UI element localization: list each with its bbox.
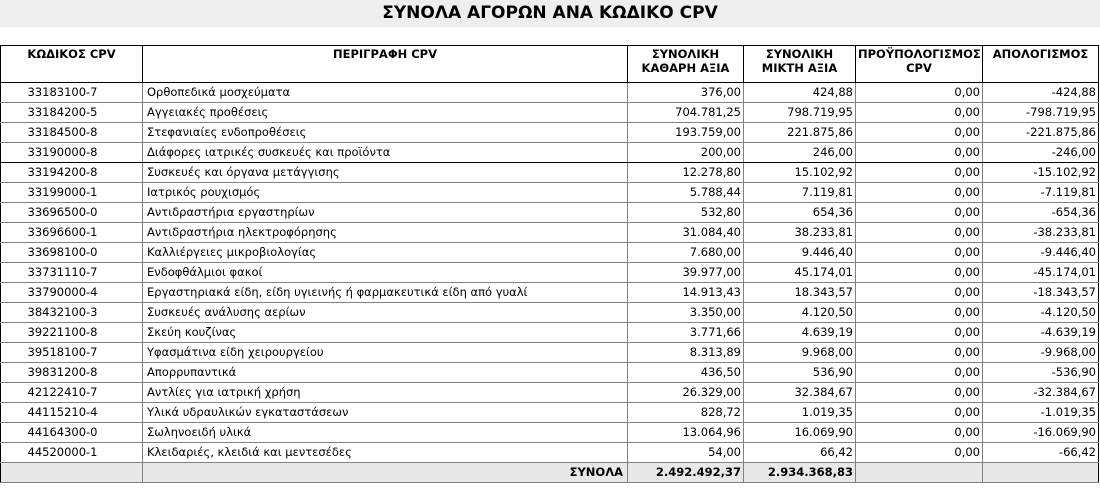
cpv-description-cell: Συσκευές ανάλυσης αερίων [143, 303, 628, 323]
gross-value-cell: 7.119,81 [744, 183, 856, 203]
budget-cell: 0,00 [856, 223, 983, 243]
budget-cell: 0,00 [856, 83, 983, 103]
header-cpv-code: ΚΩΔΙΚΟΣ CPV [1, 46, 143, 83]
gross-value-cell: 32.384,67 [744, 383, 856, 403]
net-value-cell: 5.788,44 [628, 183, 744, 203]
cpv-description-cell: Στεφανιαίες ενδοπροθέσεις [143, 123, 628, 143]
actual-cell: -9.968,00 [983, 343, 1099, 363]
header-actual-spend: ΑΠΟΛΟΓΙΣΜΟΣ [983, 46, 1099, 83]
net-value-cell: 13.064,96 [628, 423, 744, 443]
cpv-code-cell: 33731110-7 [1, 263, 143, 283]
cpv-description-cell: Αντιδραστήρια ηλεκτροφόρησης [143, 223, 628, 243]
totals-budget-cell [856, 463, 983, 483]
totals-net-value: 2.492.492,37 [628, 463, 744, 483]
gross-value-cell: 654,36 [744, 203, 856, 223]
table-row [1, 143, 1099, 163]
budget-cell: 0,00 [856, 123, 983, 143]
gross-value-cell: 4.120,50 [744, 303, 856, 323]
cpv-code-cell: 39221100-8 [1, 323, 143, 343]
cpv-code-cell: 33790000-4 [1, 283, 143, 303]
cpv-totals-table [0, 45, 1099, 483]
table-row [1, 323, 1099, 343]
table-row [1, 243, 1099, 263]
gross-value-cell: 1.019,35 [744, 403, 856, 423]
net-value-cell: 8.313,89 [628, 343, 744, 363]
actual-cell: -654,36 [983, 203, 1099, 223]
net-value-cell: 26.329,00 [628, 383, 744, 403]
cpv-code-cell: 44115210-4 [1, 403, 143, 423]
net-value-cell: 3.350,00 [628, 303, 744, 323]
cpv-code-cell: 33183100-7 [1, 83, 143, 103]
cpv-code-cell: 44164300-0 [1, 423, 143, 443]
actual-cell: -798.719,95 [983, 103, 1099, 123]
table-row [1, 303, 1099, 323]
net-value-cell: 200,00 [628, 143, 744, 163]
actual-cell: -15.102,92 [983, 163, 1099, 183]
gross-value-cell: 246,00 [744, 143, 856, 163]
gross-value-cell: 9.446,40 [744, 243, 856, 263]
cpv-description-cell: Σκεύη κουζίνας [143, 323, 628, 343]
actual-cell: -32.384,67 [983, 383, 1099, 403]
gross-value-cell: 45.174,01 [744, 263, 856, 283]
table-row [1, 383, 1099, 403]
actual-cell: -16.069,90 [983, 423, 1099, 443]
cpv-description-cell: Ορθοπεδικά μοσχεύματα [143, 83, 628, 103]
totals-actual-cell [983, 463, 1099, 483]
table-row [1, 183, 1099, 203]
gross-value-cell: 15.102,92 [744, 163, 856, 183]
budget-cell: 0,00 [856, 263, 983, 283]
totals-gross-value: 2.934.368,83 [744, 463, 856, 483]
net-value-cell: 704.781,25 [628, 103, 744, 123]
cpv-code-cell: 33696600-1 [1, 223, 143, 243]
budget-cell: 0,00 [856, 443, 983, 463]
cpv-description-cell: Υλικά υδραυλικών εγκαταστάσεων [143, 403, 628, 423]
actual-cell: -38.233,81 [983, 223, 1099, 243]
budget-cell: 0,00 [856, 163, 983, 183]
gross-value-cell: 536,90 [744, 363, 856, 383]
cpv-code-cell: 33696500-0 [1, 203, 143, 223]
cpv-description-cell: Σωληνοειδή υλικά [143, 423, 628, 443]
cpv-code-cell: 33190000-8 [1, 143, 143, 163]
actual-cell: -4.120,50 [983, 303, 1099, 323]
gross-value-cell: 424,88 [744, 83, 856, 103]
table-row [1, 443, 1099, 463]
report-title: ΣΥΝΟΛΑ ΑΓΟΡΩΝ ΑΝΑ ΚΩΔΙΚΟ CPV [0, 0, 1100, 27]
cpv-code-cell: 33184200-5 [1, 103, 143, 123]
table-row [1, 163, 1099, 183]
budget-cell: 0,00 [856, 103, 983, 123]
table-row [1, 263, 1099, 283]
cpv-description-cell: Ενδοφθάλμιοι φακοί [143, 263, 628, 283]
net-value-cell: 7.680,00 [628, 243, 744, 263]
net-value-cell: 532,80 [628, 203, 744, 223]
net-value-cell: 828,72 [628, 403, 744, 423]
budget-cell: 0,00 [856, 243, 983, 263]
budget-cell: 0,00 [856, 363, 983, 383]
net-value-cell: 39.977,00 [628, 263, 744, 283]
gross-value-cell: 798.719,95 [744, 103, 856, 123]
cpv-description-cell: Αγγειακές προθέσεις [143, 103, 628, 123]
net-value-cell: 193.759,00 [628, 123, 744, 143]
table-row [1, 363, 1099, 383]
net-value-cell: 12.278,80 [628, 163, 744, 183]
table-row [1, 103, 1099, 123]
table-row [1, 83, 1099, 103]
actual-cell: -1.019,35 [983, 403, 1099, 423]
gross-value-cell: 66,42 [744, 443, 856, 463]
cpv-description-cell: Καλλιέργειες μικροβιολογίας [143, 243, 628, 263]
cpv-description-cell: Συσκευές και όργανα μετάγγισης [143, 163, 628, 183]
cpv-description-cell: Κλειδαριές, κλειδιά και μεντεσέδες [143, 443, 628, 463]
actual-cell: -221.875,86 [983, 123, 1099, 143]
table-row [1, 203, 1099, 223]
actual-cell: -45.174,01 [983, 263, 1099, 283]
budget-cell: 0,00 [856, 283, 983, 303]
gross-value-cell: 4.639,19 [744, 323, 856, 343]
actual-cell: -18.343,57 [983, 283, 1099, 303]
actual-cell: -9.446,40 [983, 243, 1099, 263]
header-cpv-budget: ΠΡΟΫΠΟΛΟΓΙΣΜΟΣ CPV [856, 46, 983, 83]
gross-value-cell: 9.968,00 [744, 343, 856, 363]
table-row [1, 423, 1099, 443]
actual-cell: -7.119,81 [983, 183, 1099, 203]
cpv-code-cell: 33698100-0 [1, 243, 143, 263]
actual-cell: -536,90 [983, 363, 1099, 383]
gross-value-cell: 16.069,90 [744, 423, 856, 443]
header-total-gross-value: ΣΥΝΟΛΙΚΗ ΜΙΚΤΗ ΑΞΙΑ [744, 46, 856, 83]
budget-cell: 0,00 [856, 183, 983, 203]
cpv-code-cell: 39518100-7 [1, 343, 143, 363]
actual-cell: -246,00 [983, 143, 1099, 163]
budget-cell: 0,00 [856, 323, 983, 343]
actual-cell: -66,42 [983, 443, 1099, 463]
cpv-code-cell: 39831200-8 [1, 363, 143, 383]
cpv-description-cell: Διάφορες ιατρικές συσκευές και προϊόντα [143, 143, 628, 163]
cpv-code-cell: 38432100-3 [1, 303, 143, 323]
budget-cell: 0,00 [856, 403, 983, 423]
cpv-description-cell: Αντιδραστήρια εργαστηρίων [143, 203, 628, 223]
budget-cell: 0,00 [856, 423, 983, 443]
table-row [1, 123, 1099, 143]
header-cpv-description: ΠΕΡΙΓΡΑΦΗ CPV [143, 46, 628, 83]
net-value-cell: 376,00 [628, 83, 744, 103]
table-row [1, 283, 1099, 303]
totals-label: ΣΥΝΟΛΑ [143, 463, 628, 483]
cpv-code-cell: 44520000-1 [1, 443, 143, 463]
net-value-cell: 436,50 [628, 363, 744, 383]
budget-cell: 0,00 [856, 303, 983, 323]
cpv-description-cell: Εργαστηριακά είδη, είδη υγιεινής ή φαρμακευτικά είδη από γυαλί [143, 283, 628, 303]
totals-row [1, 463, 1099, 483]
net-value-cell: 31.084,40 [628, 223, 744, 243]
cpv-description-cell: Αντλίες για ιατρική χρήση [143, 383, 628, 403]
totals-empty-cell [1, 463, 143, 483]
net-value-cell: 3.771,66 [628, 323, 744, 343]
gross-value-cell: 18.343,57 [744, 283, 856, 303]
cpv-description-cell: Ιατρικός ρουχισμός [143, 183, 628, 203]
budget-cell: 0,00 [856, 203, 983, 223]
net-value-cell: 14.913,43 [628, 283, 744, 303]
cpv-code-cell: 42122410-7 [1, 383, 143, 403]
cpv-description-cell: Υφασμάτινα είδη χειρουργείου [143, 343, 628, 363]
budget-cell: 0,00 [856, 383, 983, 403]
table-row [1, 343, 1099, 363]
table-row [1, 403, 1099, 423]
budget-cell: 0,00 [856, 343, 983, 363]
actual-cell: -424,88 [983, 83, 1099, 103]
header-total-net-value: ΣΥΝΟΛΙΚΗ ΚΑΘΑΡΗ ΑΞΙΑ [628, 46, 744, 83]
actual-cell: -4.639,19 [983, 323, 1099, 343]
gross-value-cell: 38.233,81 [744, 223, 856, 243]
cpv-code-cell: 33184500-8 [1, 123, 143, 143]
table-header-row [1, 46, 1099, 83]
cpv-code-cell: 33199000-1 [1, 183, 143, 203]
cpv-code-cell: 33194200-8 [1, 163, 143, 183]
net-value-cell: 54,00 [628, 443, 744, 463]
cpv-description-cell: Απορρυπαντικά [143, 363, 628, 383]
table-body [1, 83, 1099, 463]
gross-value-cell: 221.875,86 [744, 123, 856, 143]
table-row [1, 223, 1099, 243]
budget-cell: 0,00 [856, 143, 983, 163]
